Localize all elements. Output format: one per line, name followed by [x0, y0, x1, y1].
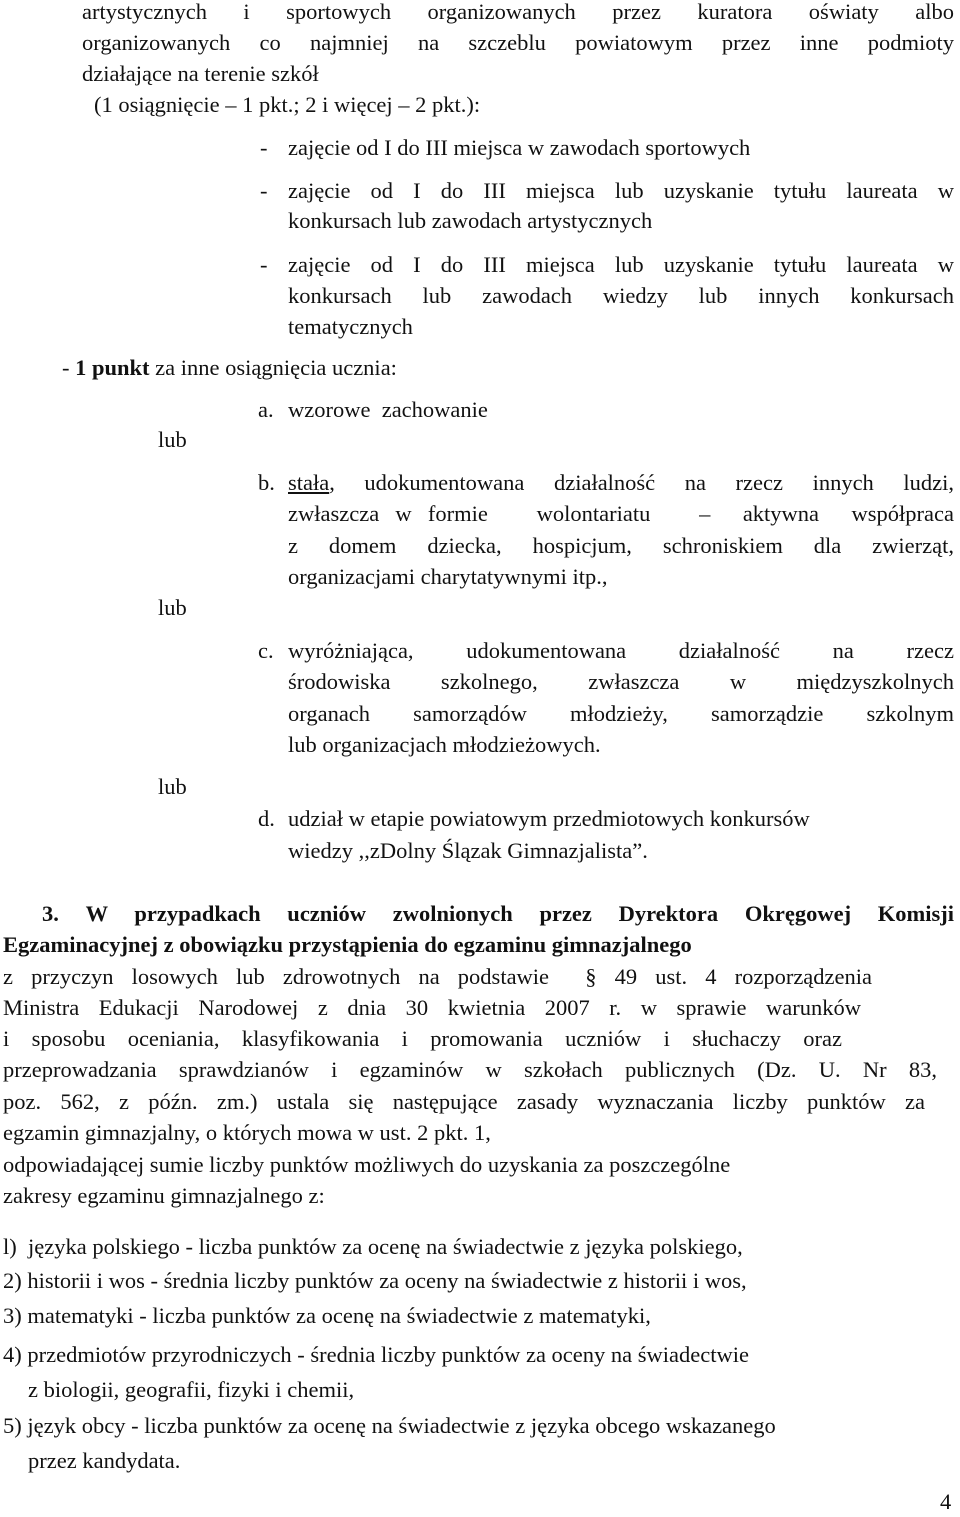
lub-label-1: lub	[158, 427, 187, 452]
one-point-heading	[62, 352, 397, 383]
dash-item-3-line-3: tematycznych	[288, 314, 413, 339]
list-item-3: 3) matematyki - liczba punktów za ocenę na świadectwie z matematyki,	[3, 1303, 651, 1328]
section3-line-8: zakresy egzaminu gimnazjalnego z:	[3, 1183, 325, 1208]
sub-item-c-line-4: lub organizacjach młodzieżowych.	[288, 732, 601, 757]
sub-item-a-line-1: wzorowe zachowanie	[288, 397, 488, 422]
sub-item-c-letter: c.	[258, 638, 274, 663]
one-point-rest: za inne osiągnięcia ucznia:	[149, 355, 397, 380]
section3-number: 3.	[42, 901, 59, 926]
list-item-2: 2) historii i wos - średnia liczby punktów za oceny na świadectwie z historii i wos,	[3, 1268, 747, 1293]
sub-item-d-line-2: wiedzy ,,zDolny Ślązak Gimnazjalista”.	[288, 838, 648, 863]
section3-heading-line-1	[42, 898, 954, 929]
intro-line-4: (1 osiągnięcie – 1 pkt.; 2 i więcej – 2 pkt.):	[94, 92, 481, 117]
dash-item-2-line-1: zajęcie od I do III miejsca lub uzyskanie tytułu laureata w	[288, 178, 954, 203]
section3-line-7: odpowiadającej sumie liczby punktów możliwych do uzyskania za poszczególne	[3, 1152, 731, 1177]
intro-line-3: działające na terenie szkół	[82, 61, 319, 86]
sub-item-b-line-1	[288, 467, 954, 498]
one-point-prefix: -	[62, 355, 76, 380]
one-point-bold: 1 punkt	[75, 355, 150, 380]
sub-item-c-line-1: wyróżniająca, udokumentowana działalność na rzecz	[288, 638, 954, 663]
dash-item-3-line-2: konkursach lub zawodach wiedzy lub innych konkursach	[288, 283, 954, 308]
list-item-4-line-2: z biologii, geografii, fizyki i chemii,	[28, 1377, 355, 1402]
section3-bold-line-1: W przypadkach uczniów zwolnionych przez Dyrektora Okręgowej Komisji	[85, 901, 954, 926]
dash-item-3-marker: -	[260, 252, 268, 277]
sub-item-c-line-2: środowiska szkolnego, zwłaszcza w międzyszkolnych	[288, 669, 954, 694]
dash-item-2-marker: -	[260, 178, 268, 203]
section3-bold-line-2: Egzaminacyjnej z obowiązku przystąpienia do egzaminu gimnazjalnego	[3, 932, 692, 957]
sub-item-d-letter: d.	[258, 806, 275, 831]
lub-label-2: lub	[158, 595, 187, 620]
sub-item-b-line-1-text: , udokumentowana działalność na rzecz innych ludzi,	[329, 470, 954, 495]
dash-item-2-line-2: konkursach lub zawodach artystycznych	[288, 208, 653, 233]
sub-item-c-line-3: organach samorządów młodzieży, samorządzie szkolnym	[288, 701, 954, 726]
lub-label-3: lub	[158, 774, 187, 799]
section3-line-2: Ministra Edukacji Narodowej z dnia 30 kwietnia 2007 r. w sprawie warunków	[3, 995, 861, 1020]
list-item-5-line-1: 5) język obcy - liczba punktów za ocenę na świadectwie z języka obcego wskazanego	[3, 1413, 776, 1438]
list-item-5-line-2: przez kandydata.	[28, 1448, 181, 1473]
sub-item-a-letter: a.	[258, 397, 274, 422]
page-number: 4	[940, 1489, 952, 1514]
sub-item-b-line-3: z domem dziecka, hospicjum, schroniskiem dla zwierząt,	[288, 533, 954, 558]
sub-item-b-letter: b.	[258, 470, 275, 495]
section3-line-6: egzamin gimnazjalny, o których mowa w ust. 2 pkt. 1,	[3, 1120, 491, 1145]
section3-line-5: poz. 562, z późn. zm.) ustala się następujące zasady wyznaczania liczby punktów za	[3, 1089, 925, 1114]
list-item-1: l) języka polskiego - liczba punktów za ocenę na świadectwie z języka polskiego,	[3, 1234, 743, 1259]
section3-line-4: przeprowadzania sprawdzianów i egzaminów w szkołach publicznych (Dz. U. Nr 83,	[3, 1057, 937, 1082]
sub-item-d-line-1: udział w etapie powiatowym przedmiotowych konkursów	[288, 806, 810, 831]
list-item-4-line-1: 4) przedmiotów przyrodniczych - średnia liczby punktów za oceny na świadectwie	[3, 1342, 749, 1367]
dash-item-3-line-1: zajęcie od I do III miejsca lub uzyskanie tytułu laureata w	[288, 252, 954, 277]
sub-item-b-line-4: organizacjami charytatywnymi itp.,	[288, 564, 608, 589]
intro-line-2: organizowanych co najmniej na szczeblu powiatowym przez inne podmioty	[82, 30, 954, 55]
section3-line-1: z przyczyn losowych lub zdrowotnych na podstawie § 49 ust. 4 rozporządzenia	[3, 964, 872, 989]
dash-item-1-marker: -	[260, 135, 268, 160]
sub-item-b-underlined: stała	[288, 470, 330, 495]
sub-item-b-line-2: zwłaszcza w formie wolontariatu – aktywna współpraca	[288, 501, 954, 526]
intro-line-1: artystycznych i sportowych organizowanych przez kuratora oświaty albo	[82, 0, 954, 24]
section3-line-3: i sposobu oceniania, klasyfikowania i promowania uczniów i słuchaczy oraz	[3, 1026, 842, 1051]
section3-heading-line-2	[3, 929, 692, 960]
dash-item-1-line-1: zajęcie od I do III miejsca w zawodach sportowych	[288, 135, 751, 160]
